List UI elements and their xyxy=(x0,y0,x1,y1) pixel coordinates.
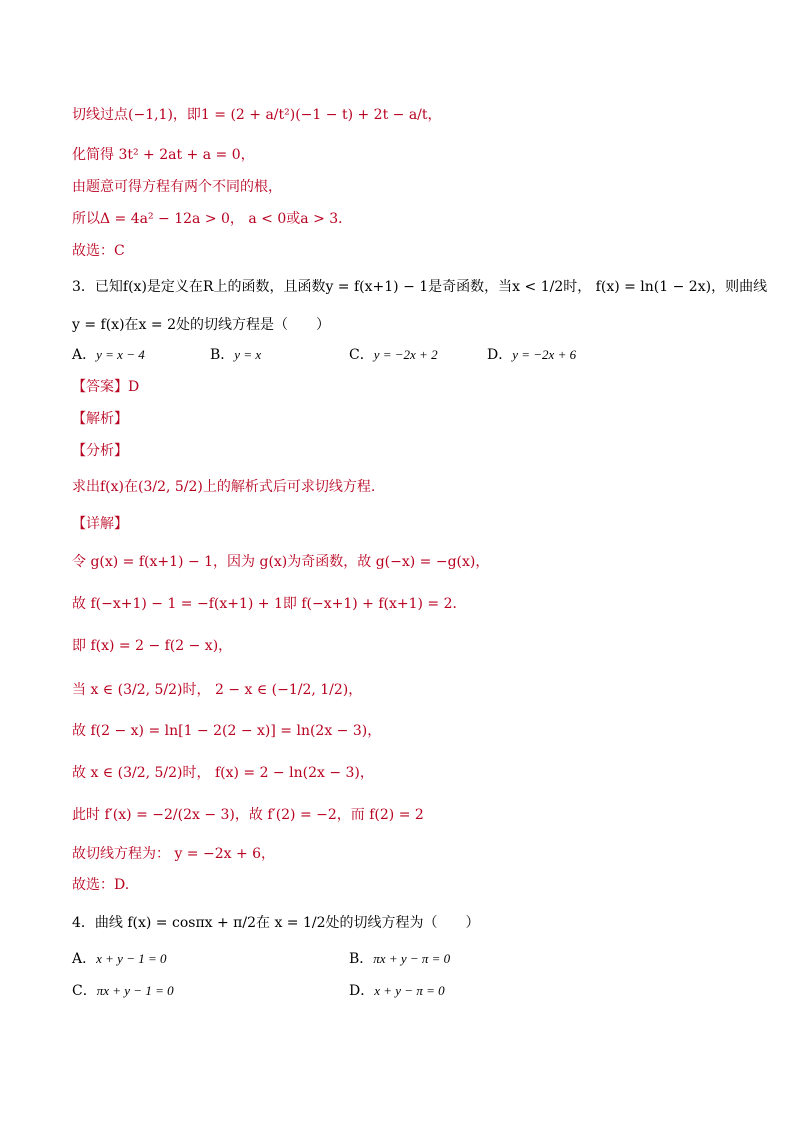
answer-label: 【答案】D xyxy=(72,379,140,395)
detail-line-5: 故 f(2 − x) = ln[1 − 2(2 − x)] = ln(2x − 3)， xyxy=(72,723,382,739)
solution-line-simplify: 化简得 3t² + 2at + a = 0， xyxy=(72,147,255,163)
solution-line-choice: 故选：C xyxy=(72,243,125,259)
detail-line-7: 此时 f′(x) = −2/(2x − 3)，故 f′(2) = −2，而 f(2) = 2 xyxy=(72,807,424,823)
details-label: 【详解】 xyxy=(72,516,128,532)
q4-option-a: A．x + y − 1 = 0 xyxy=(72,951,167,967)
breakdown-line: 求出f(x)在(3/2, 5/2)上的解析式后可求切线方程. xyxy=(72,479,376,495)
q3-option-d: D．y = −2x + 6 xyxy=(487,347,577,363)
detail-line-2: 故 f(−x+1) − 1 = −f(x+1) + 1即 f(−x+1) + f(x+1) = 2． xyxy=(72,596,467,612)
detail-line-9: 故选：D. xyxy=(72,877,130,893)
question-4-stem: 4．曲线 f(x) = cosπx + π/2在 x = 1/2处的切线方程为（ ） xyxy=(72,915,480,931)
breakdown-label: 【分析】 xyxy=(72,443,128,459)
q3-option-a: A．y = x − 4 xyxy=(72,347,145,363)
q4-option-b: B．πx + y − π = 0 xyxy=(349,951,451,967)
q3-option-b: B．y = x xyxy=(210,347,262,363)
solution-line-discriminant: 所以Δ = 4a² − 12a > 0， a < 0或a > 3． xyxy=(72,211,353,227)
detail-line-8: 故切线方程为： y = −2x + 6， xyxy=(72,846,276,862)
q4-option-c: C．πx + y − 1 = 0 xyxy=(72,983,174,999)
detail-line-6: 故 x ∈ (3/2, 5/2)时， f(x) = 2 − ln(2x − 3)， xyxy=(72,765,374,781)
analysis-label: 【解析】 xyxy=(72,411,128,427)
detail-line-3: 即 f(x) = 2 − f(2 − x)， xyxy=(72,638,233,654)
detail-line-1: 令 g(x) = f(x+1) − 1，因为 g(x)为奇函数，故 g(−x) = −g(x)， xyxy=(72,554,490,570)
solution-line-tangent-point: 切线过点(−1,1)，即1 = (2 + a/t²)(−1 − t) + 2t − a/t， xyxy=(72,107,442,123)
detail-line-4: 当 x ∈ (3/2, 5/2)时， 2 − x ∈ (−1/2, 1/2)， xyxy=(72,682,363,698)
solution-line-two-roots: 由题意可得方程有两个不同的根， xyxy=(72,179,282,195)
q4-option-d: D．x + y − π = 0 xyxy=(349,983,445,999)
q3-option-c: C．y = −2x + 2 xyxy=(349,347,438,363)
question-3-stem: 3．已知f(x)是定义在R上的函数，且函数y = f(x+1) − 1是奇函数，当x < 1/2时， f(x) = ln(1 − 2x)，则曲线 xyxy=(72,279,768,295)
question-3-stem-continued: y = f(x)在x = 2处的切线方程是（ ） xyxy=(72,317,330,333)
